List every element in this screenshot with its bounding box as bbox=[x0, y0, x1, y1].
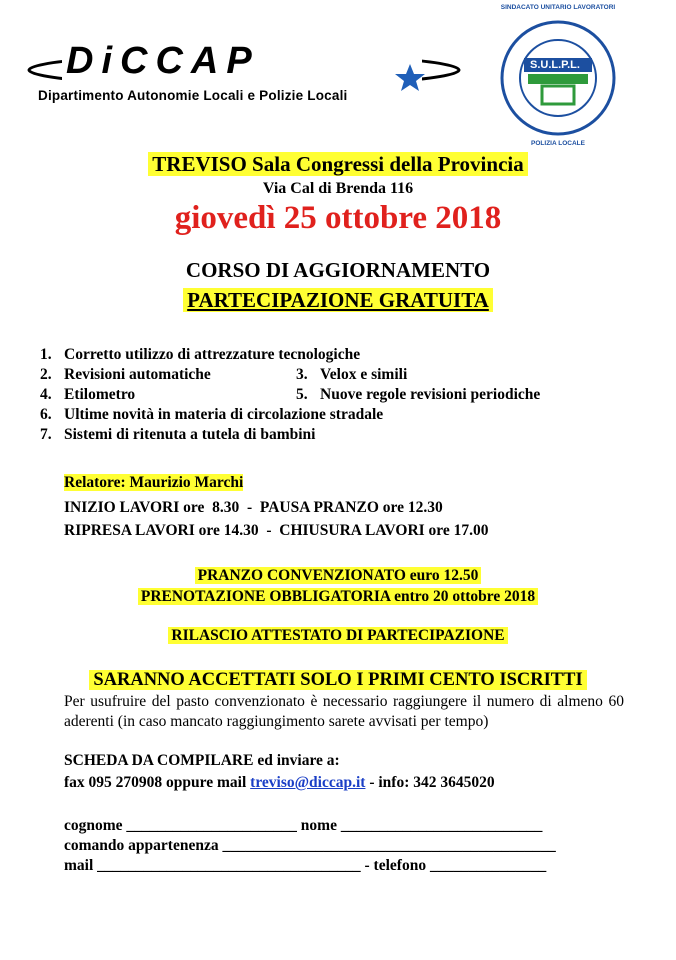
topic-text: Ultime novità in materia di circolazione stradale bbox=[64, 406, 384, 423]
topic-text: Corretto utilizzo di attrezzature tecnologiche bbox=[64, 346, 361, 363]
topic-row-3 bbox=[0, 386, 676, 406]
topic-text: Nuove regole revisioni periodiche bbox=[320, 386, 541, 403]
lunch-note: Per usufruire del pasto convenzionato è necessario raggiungere il numero di almeno 60 aderenti (in caso mancato raggiungimento sarete avvisati per tempo) bbox=[64, 693, 624, 730]
topic-number: 3. bbox=[296, 366, 308, 383]
info-phone: - info: 342 3645020 bbox=[365, 774, 495, 791]
topic-number: 7. bbox=[40, 426, 52, 443]
lunch-price-text: PRANZO CONVENZIONATO euro 12.50 bbox=[195, 567, 482, 584]
form-instructions-rest: ed inviare a: bbox=[253, 752, 340, 769]
participant-limit-text: SARANNO ACCETTATI SOLO I PRIMI CENTO ISCRITTI bbox=[89, 670, 586, 690]
participant-limit bbox=[0, 670, 676, 691]
fax-text: fax 095 270908 oppure mail bbox=[64, 774, 251, 791]
location-text: TREVISO Sala Congressi della Provincia bbox=[148, 152, 527, 176]
topic-row-5 bbox=[0, 426, 676, 446]
topic-row-1 bbox=[0, 346, 676, 366]
lunch-price bbox=[0, 567, 676, 585]
topic-number: 6. bbox=[40, 406, 52, 423]
schedule-afternoon: RIPRESA LAVORI ore 14.30 - CHIUSURA LAVORI ore 17.00 bbox=[64, 522, 489, 539]
topic-row-2 bbox=[0, 366, 676, 386]
speaker bbox=[64, 474, 243, 492]
topic-row-4 bbox=[0, 406, 676, 426]
event-date: giovedì 25 ottobre 2018 bbox=[174, 200, 502, 236]
course-title: CORSO DI AGGIORNAMENTO bbox=[185, 258, 491, 282]
topic-text: Velox e simili bbox=[320, 366, 408, 383]
topic-text: Etilometro bbox=[64, 386, 136, 403]
seal-top-text: SINDACATO UNITARIO LAVORATORI bbox=[500, 4, 616, 11]
topic-number: 2. bbox=[40, 366, 52, 383]
speaker-text: Relatore: Maurizio Marchi bbox=[64, 474, 244, 491]
free-participation-text: PARTECIPAZIONE GRATUITA bbox=[183, 288, 493, 312]
schedule-morning: INIZIO LAVORI ore 8.30 - PAUSA PRANZO ore 12.30 bbox=[64, 499, 443, 516]
form-instructions bbox=[64, 752, 340, 770]
location-title bbox=[0, 152, 676, 177]
topic-text: Sistemi di ritenuta a tutela di bambini bbox=[64, 426, 316, 443]
free-participation bbox=[0, 288, 676, 313]
topic-number: 5. bbox=[296, 386, 308, 403]
address: Via Cal di Brenda 116 bbox=[262, 180, 414, 197]
form-row-command[interactable]: comando appartenenza ___________________________________________ bbox=[64, 837, 556, 854]
topic-text: Revisioni automatiche bbox=[64, 366, 211, 383]
form-row-contact[interactable]: mail __________________________________ - telefono _______________ bbox=[64, 857, 547, 874]
sulpl-seal bbox=[498, 18, 618, 138]
logo-text: DiCCAP bbox=[66, 40, 260, 82]
sulpl-seal-graphic bbox=[498, 18, 618, 138]
seal-bottom-text: POLIZIA LOCALE bbox=[531, 140, 585, 147]
certificate-text: RILASCIO ATTESTATO DI PARTECIPAZIONE bbox=[168, 627, 507, 644]
email-link[interactable]: treviso@diccap.it bbox=[250, 774, 366, 791]
certificate bbox=[0, 627, 676, 645]
lunch-booking-text: PRENOTAZIONE OBBLIGATORIA entro 20 ottobre 2018 bbox=[138, 588, 538, 605]
logo-subtitle: Dipartimento Autonomie Locali e Polizie Locali bbox=[38, 88, 348, 103]
form-row-name[interactable]: cognome ______________________ nome __________________________ bbox=[64, 817, 543, 834]
seal-center-text: S.U.L.P.L. bbox=[530, 59, 580, 71]
topic-number: 1. bbox=[40, 346, 52, 363]
lunch-booking bbox=[0, 588, 676, 606]
contact-line bbox=[64, 774, 495, 792]
form-instructions-bold: SCHEDA DA COMPILARE bbox=[64, 752, 254, 769]
topic-number: 4. bbox=[40, 386, 52, 403]
